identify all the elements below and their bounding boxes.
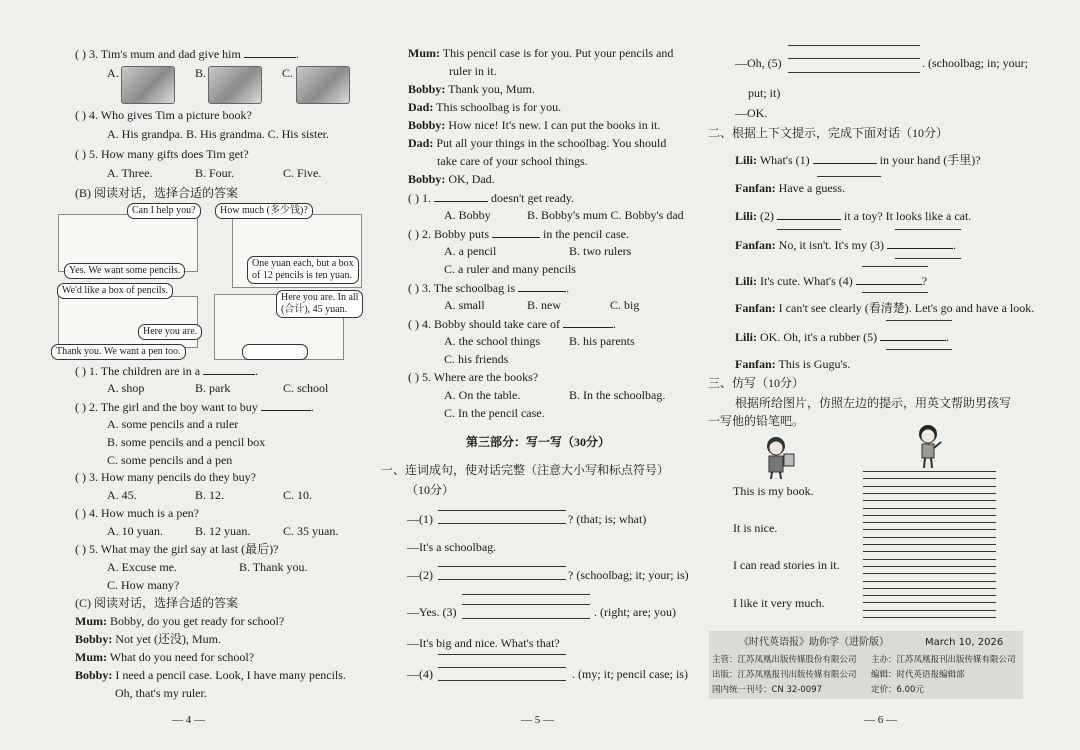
dialog-line: Fanfan: Have a guess. (735, 181, 845, 195)
writing-line[interactable] (777, 229, 841, 230)
a-q4: ( ) 4. Who gives Tim a picture book? (75, 108, 252, 122)
dialog-line: Dad: This schoolbag is for you. (408, 100, 562, 114)
writing-line[interactable] (862, 266, 928, 267)
footer-date: March 10, 2026 (925, 637, 1004, 648)
dialog-line: —OK. (735, 106, 768, 120)
option: A. a pencil (444, 244, 497, 258)
option: A. some pencils and a ruler (107, 417, 239, 431)
dialog-line: Dad: Put all your things in the schoolbag. You should (408, 136, 667, 150)
writing-line[interactable] (863, 566, 996, 567)
speech-bubble: Thank you. We want a pen too. (51, 344, 186, 360)
dialog-line: Bobby: I need a pencil case. Look, I have many pencils. (75, 668, 346, 682)
option: B. Four. (195, 166, 235, 180)
writing-line[interactable] (863, 529, 996, 530)
girl-with-book-illustration (760, 434, 800, 480)
writing-line[interactable] (438, 667, 566, 668)
b-q1: ( ) 1. The children are in a . (75, 364, 259, 378)
option: A. 10 yuan. (107, 524, 163, 538)
c-q4: ( ) 4. Bobby should take care of . (408, 317, 616, 331)
b-q5: ( ) 5. What may the girl say at last (最后)? (75, 542, 279, 556)
dialog-line: Lili: It's cute. What's (4) ? (735, 274, 928, 288)
option: B. 12 yuan. (195, 524, 251, 538)
writing-line[interactable] (863, 515, 996, 516)
answer-blank[interactable] (856, 273, 922, 285)
writing-line-text: —It's big and nice. What's that? (407, 636, 560, 650)
dialog-line: take care of your school things. (437, 154, 588, 168)
section-c-heading: (C) 阅读对话，选择合适的答案 (75, 596, 238, 610)
footer-line: 主管：江苏凤凰出版传媒股份有限公司 (712, 655, 857, 665)
writing-line[interactable] (438, 579, 566, 580)
option: A. Bobby (444, 208, 491, 222)
writing-line[interactable] (863, 617, 996, 618)
dialog-line: Bobby: Thank you, Mum. (408, 82, 535, 96)
option: A. the school things (444, 334, 540, 348)
answer-blank[interactable] (492, 226, 540, 238)
a-q4-options: A. His grandpa. B. His grandma. C. His sister. (107, 127, 329, 141)
dialog-line: Bobby: How nice! It's new. I can put the books in it. (408, 118, 661, 132)
pencil-box-picture-a (121, 66, 175, 104)
writing-line[interactable] (863, 500, 996, 501)
dialog-line: Mum: Bobby, do you get ready for school? (75, 614, 285, 628)
writing-line[interactable] (438, 510, 566, 511)
footer-line: 主办：江苏凤凰报刊出版传媒有限公司 (871, 655, 1016, 665)
dialog-line: Lili: (2) it a toy? It looks like a cat. (735, 209, 972, 223)
section-3-instructions: 一写他的铅笔吧。 (708, 414, 805, 428)
option-b: B. (195, 66, 207, 80)
speech-bubble: One yuan each, but a box of 12 pencils is ten yuan. (247, 256, 359, 284)
answer-blank[interactable] (434, 190, 488, 202)
speech-bubble: Can I help you? (127, 203, 201, 219)
answer-blank[interactable] (777, 208, 841, 220)
writing-line[interactable] (462, 618, 590, 619)
option: B. some pencils and a pencil box (107, 435, 266, 449)
word-hint: ? (that; is; what) (568, 512, 647, 526)
dialog-line: Lili: OK. Oh, it's a rubber (5) . (735, 330, 950, 344)
option: C. big (610, 298, 640, 312)
model-sentence: I like it very much. (733, 596, 825, 610)
writing-line[interactable] (438, 654, 566, 655)
a-q5: ( ) 5. How many gifts does Tim get? (75, 147, 249, 161)
dialog-line: Fanfan: I can't see clearly (看清楚). Let's go and have a look. (735, 301, 1035, 315)
writing-line[interactable] (863, 573, 996, 574)
section-b-heading: (B) 阅读对话，选择合适的答案 (75, 186, 238, 200)
section-2-heading: 二、根据上下文提示，完成下面对话（10分） (708, 126, 949, 140)
option: C. How many? (107, 578, 180, 592)
option: C. his friends (444, 352, 509, 366)
page-number: — 4 — (172, 714, 205, 726)
option: C. a ruler and many pencils (444, 262, 576, 276)
b-q4: ( ) 4. How much is a pen? (75, 506, 199, 520)
word-hint: put; it) (748, 86, 781, 100)
model-sentence: I can read stories in it. (733, 558, 840, 572)
dialog-line: Fanfan: This is Gugu's. (735, 357, 851, 371)
writing-q5: —Oh, (5) (735, 56, 782, 70)
writing-line[interactable] (863, 551, 996, 552)
option: B. In the schoolbag. (569, 388, 666, 402)
footer-title: 《时代英语报》助你学（进阶版） (739, 637, 889, 648)
option: A. shop (107, 381, 145, 395)
writing-line[interactable] (895, 258, 961, 259)
option: B. Bobby's mum C. Bobby's dad (527, 208, 684, 222)
writing-line[interactable] (863, 478, 996, 479)
word-hint: . (right; are; you) (594, 605, 676, 619)
writing-line[interactable] (863, 493, 996, 494)
writing-line[interactable] (863, 486, 996, 487)
pencil-box-picture-b (208, 66, 262, 104)
answer-blank[interactable] (563, 316, 613, 328)
dialog-line: ruler in it. (449, 64, 497, 78)
footer-line: 编辑：时代英语报编辑部 (871, 670, 965, 680)
writing-line[interactable] (438, 680, 566, 681)
boy-with-pencil-illustration (914, 424, 944, 470)
speech-bubble: We'd like a box of pencils. (57, 283, 173, 299)
option: A. Excuse me. (107, 560, 177, 574)
section-3-instructions: 根据所给图片，仿照左边的提示，用英文帮助男孩写 (735, 396, 1012, 410)
speech-bubble: Here you are. (138, 324, 202, 340)
footer-line: 国内统一刊号：CN 32-0097 (712, 685, 823, 695)
option: C. In the pencil case. (444, 406, 545, 420)
page-number: — 6 — (864, 714, 897, 726)
c-q5: ( ) 5. Where are the books? (408, 370, 539, 384)
option-a: A. (107, 66, 119, 80)
writing-line[interactable] (863, 537, 996, 538)
model-sentence: This is my book. (733, 484, 814, 498)
page-number: — 5 — (521, 714, 554, 726)
speech-bubble: Here you are. In all (合计), 45 yuan. (276, 290, 363, 318)
option: A. On the table. (444, 388, 521, 402)
writing-line[interactable] (817, 176, 881, 177)
writing-line[interactable] (863, 581, 996, 582)
writing-line[interactable] (862, 292, 928, 293)
word-hint: . (my; it; pencil case; is) (572, 667, 688, 681)
answer-blank[interactable] (887, 237, 953, 249)
c-q2: ( ) 2. Bobby puts in the pencil case. (408, 227, 629, 241)
word-hint: . (schoolbag; in; your; (922, 56, 1028, 70)
footer-line: 出版：江苏凤凰报刊出版传媒有限公司 (712, 670, 857, 680)
option: B. two rulers (569, 244, 632, 258)
dialog-line: Mum: What do you need for school? (75, 650, 255, 664)
section-3-heading: 三、仿写（10分） (708, 376, 805, 390)
empty-speech-bubble (242, 344, 308, 360)
option: B. 12. (195, 488, 225, 502)
writing-line[interactable] (863, 595, 996, 596)
newspaper-footer (709, 631, 1023, 699)
answer-blank[interactable] (261, 399, 311, 411)
writing-line[interactable] (462, 604, 590, 605)
dialog-line: Lili: What's (1) in your hand (手里)? (735, 153, 981, 167)
speech-bubble: How much (多少钱)? (215, 203, 313, 219)
dialog-line: Fanfan: No, it isn't. It's my (3) . (735, 238, 956, 252)
shop-scene-3 (58, 296, 198, 348)
option: B. park (195, 381, 231, 395)
writing-line[interactable] (863, 559, 996, 560)
option-c: C. (282, 66, 294, 80)
answer-blank[interactable] (203, 363, 255, 375)
writing-line[interactable] (788, 58, 920, 59)
writing-line[interactable] (886, 349, 952, 350)
option: C. some pencils and a pen (107, 453, 233, 467)
writing-q4: —(4) (407, 667, 433, 681)
option: B. his parents (569, 334, 635, 348)
writing-line[interactable] (863, 544, 996, 545)
answer-blank[interactable] (518, 280, 566, 292)
answer-blank[interactable] (813, 152, 877, 164)
speech-bubble: Yes. We want some pencils. (64, 263, 185, 279)
writing-line[interactable] (863, 522, 996, 523)
dialog-line: Oh, that's my ruler. (115, 686, 207, 700)
footer-line: 定价：6.00元 (871, 685, 924, 695)
b-q3: ( ) 3. How many pencils do they buy? (75, 470, 256, 484)
writing-q3: —Yes. (3) (407, 605, 457, 619)
writing-line[interactable] (438, 566, 566, 567)
c-q1: ( ) 1. doesn't get ready. (408, 191, 575, 205)
model-sentence: It is nice. (733, 521, 778, 535)
pencil-box-picture-c (296, 66, 350, 104)
option: A. Three. (107, 166, 153, 180)
option: B. Thank you. (239, 560, 308, 574)
option: A. 45. (107, 488, 137, 502)
option: C. Five. (283, 166, 322, 180)
writing-line[interactable] (863, 508, 996, 509)
option: C. 10. (283, 488, 313, 502)
dialog-line: Mum: This pencil case is for you. Put your pencils and (408, 46, 674, 60)
answer-blank[interactable] (880, 329, 946, 341)
b-q2: ( ) 2. The girl and the boy want to buy . (75, 400, 314, 414)
writing-line[interactable] (438, 523, 566, 524)
writing-line[interactable] (863, 588, 996, 589)
writing-q1: —(1) (407, 512, 433, 526)
writing-line[interactable] (788, 72, 920, 73)
c-q3: ( ) 3. The schoolbag is . (408, 281, 570, 295)
part-3-heading: 第三部分：写一写（30分） (466, 435, 611, 449)
writing-line[interactable] (863, 471, 996, 472)
writing-line[interactable] (462, 594, 590, 595)
writing-q2: —(2) (407, 568, 433, 582)
option: C. 35 yuan. (283, 524, 339, 538)
option: B. new (527, 298, 561, 312)
writing-line[interactable] (895, 229, 961, 230)
a-q3: ( ) 3. Tim's mum and dad give him . (75, 47, 299, 61)
answer-blank[interactable] (244, 46, 296, 58)
writing-1-title: 一、连词成句，使对话完整（注意大小写和标点符号） (381, 463, 670, 477)
word-hint: ? (schoolbag; it; your; is) (568, 568, 689, 582)
writing-line[interactable] (788, 45, 920, 46)
option: A. small (444, 298, 485, 312)
writing-line[interactable] (863, 602, 996, 603)
writing-1-score: （10分） (406, 483, 455, 497)
dialog-line: Bobby: OK, Dad. (408, 172, 495, 186)
writing-line[interactable] (886, 320, 952, 321)
dialog-line: Bobby: Not yet (还没), Mum. (75, 632, 222, 646)
writing-line[interactable] (863, 610, 996, 611)
writing-line-text: —It's a schoolbag. (407, 540, 497, 554)
option: C. school (283, 381, 329, 395)
